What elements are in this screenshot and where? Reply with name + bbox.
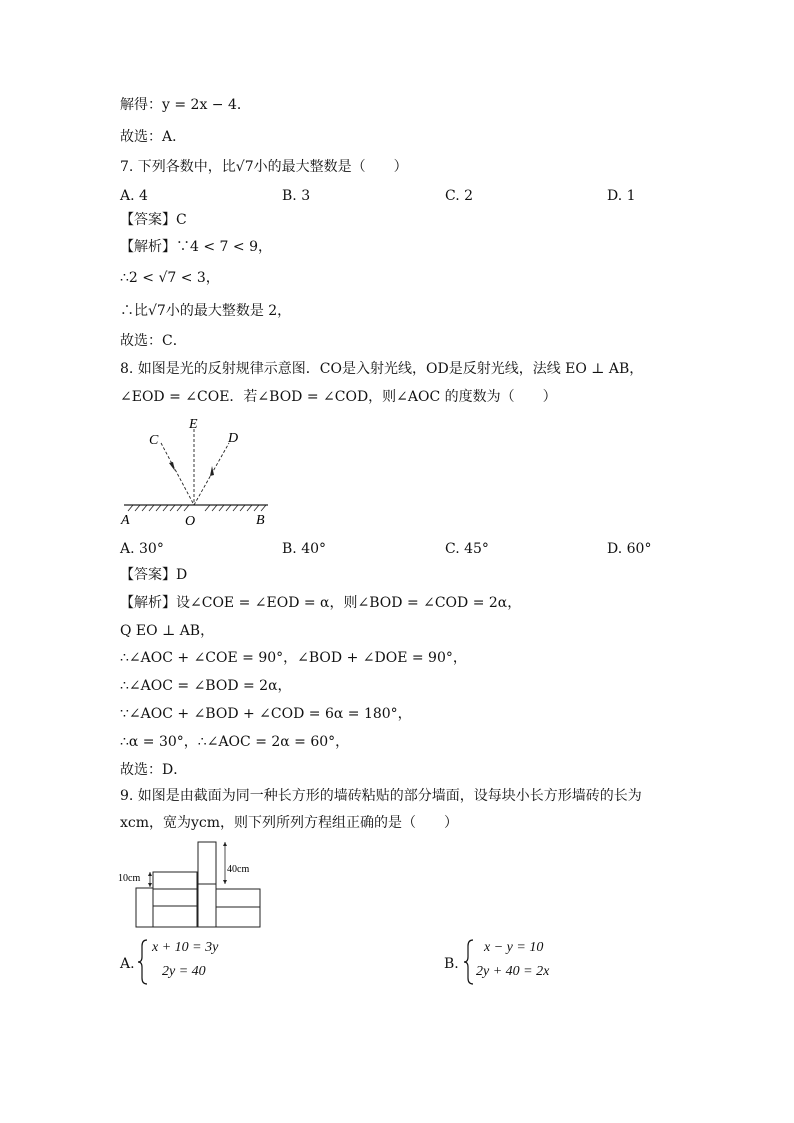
tile [153,889,197,906]
tile [153,906,197,927]
q8-option-c: C. 45° [445,541,489,557]
brace-icon [136,938,150,986]
q9-a-equation-2: 2y = 40 [162,964,206,979]
q8-step-1: 【解析】设∠COE = ∠EOD = α，则∠BOD = ∠COD = 2α， [120,595,522,611]
tile [216,889,260,907]
tile [136,888,153,927]
tile [216,907,260,927]
q8-step-3: ∴∠AOC + ∠COE = 90°，∠BOD + ∠DOE = 90°， [120,650,467,666]
q9-b-equation-2: 2y + 40 = 2x [476,964,550,979]
label-b: B [256,513,265,528]
reflected-arrow [210,466,214,476]
q8-step-5: ∵∠AOC + ∠BOD + ∠COD = 6α = 180°， [120,706,412,722]
label-e: E [189,417,198,432]
q7-step-1: 【解析】∵4 < 7 < 9， [120,239,272,255]
label-d: D [228,431,239,446]
incident-ray-co [161,443,194,505]
q9-b-equation-1: x − y = 10 [484,940,544,955]
q8-step-4: ∴∠AOC = ∠BOD = 2α， [120,678,292,694]
question-7: 7. 下列各数中，比√7小的最大整数是（ ） [120,159,408,175]
label-a: A [121,513,130,528]
q9-option-a-label: A. [120,956,135,972]
tile [153,872,197,889]
q7-answer: 【答案】C [120,212,187,228]
q8-option-b: B. 40° [282,541,327,557]
label-c: C [149,433,159,448]
q7-option-b: B. 3 [282,188,311,204]
q7-option-a: A. 4 [120,188,148,204]
q7-option-d: D. 1 [607,188,636,204]
q8-option-a: A. 30° [120,541,164,557]
wall-tile-figure [116,838,266,930]
q7-step-4: 故选：C． [120,333,187,349]
reflection-figure [118,415,278,530]
q7-step-2: ∴2 < √7 < 3， [120,270,220,286]
tile [198,842,216,884]
incident-arrow [169,462,175,471]
surface-hatching [128,505,266,511]
question-9-line-1: 9. 如图是由截面为同一种长方形的墙砖粘贴的部分墙面，设每块小长方形墙砖的长为 [120,788,642,804]
choose-line: 故选：A． [120,129,187,145]
q8-step-6: ∴α = 30°，∴∠AOC = 2α = 60°， [120,734,350,750]
question-9-line-2: xcm，宽为ycm，则下列所列方程组正确的是（ ） [120,815,459,831]
solve-line: 解得：y = 2x − 4． [120,97,251,113]
q7-step-3: ∴比√7小的最大整数是 2， [120,303,292,319]
q8-answer: 【答案】D [120,567,188,583]
dimension-10cm: 10cm [118,873,141,884]
q7-option-c: C. 2 [445,188,474,204]
q8-option-d: D. 60° [607,541,652,557]
tile [198,884,216,927]
label-o: O [185,514,196,529]
q9-option-b-label: B. [444,956,459,972]
question-8-line-2: ∠EOD = ∠COE．若∠BOD = ∠COD，则∠AOC 的度数为（ ） [120,389,557,405]
dimension-40cm: 40cm [227,864,250,875]
question-8-line-1: 8. 如图是光的反射规律示意图．CO是入射光线，OD是反射光线，法线 EO ⊥ AB， [120,361,644,377]
q8-step-2: Q EO ⊥ AB， [120,623,215,639]
q8-step-7: 故选：D． [120,762,188,778]
brace-icon [462,938,476,986]
q9-a-equation-1: x + 10 = 3y [152,940,219,955]
